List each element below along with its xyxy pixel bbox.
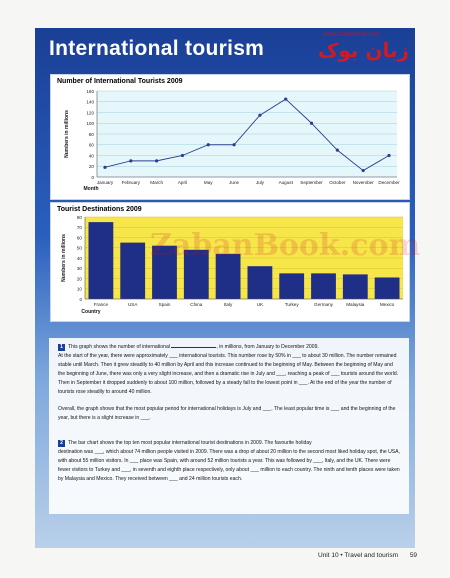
data-point bbox=[387, 154, 390, 157]
y-tick-label: 140 bbox=[86, 99, 94, 105]
data-point bbox=[155, 159, 158, 162]
page-footer bbox=[318, 552, 417, 559]
blank-input[interactable] bbox=[171, 342, 216, 348]
page-number: 59 bbox=[409, 552, 418, 559]
bar bbox=[375, 277, 400, 299]
y-tick-label: 80 bbox=[76, 214, 82, 220]
line-chart-card bbox=[51, 75, 409, 199]
x-tick-label: September bbox=[300, 180, 323, 185]
x-tick-label: France bbox=[93, 302, 109, 307]
zabanbook-logo bbox=[293, 30, 411, 62]
x-tick-label: August bbox=[278, 180, 293, 185]
x-tick-label: Mexico bbox=[379, 302, 395, 307]
data-point bbox=[181, 154, 184, 157]
y-tick-label: 60 bbox=[88, 142, 94, 148]
y-tick-label: 120 bbox=[86, 110, 94, 116]
bar-chart-title: Tourist Destinations 2009 bbox=[57, 206, 142, 213]
y-tick-label: 60 bbox=[76, 235, 82, 241]
y-tick-label: 0 bbox=[79, 296, 82, 302]
bar bbox=[88, 222, 113, 299]
data-point bbox=[284, 97, 287, 100]
x-tick-label: March bbox=[150, 180, 164, 185]
data-point bbox=[232, 143, 235, 146]
x-tick-label: December bbox=[378, 180, 400, 185]
bar bbox=[343, 274, 368, 299]
data-point bbox=[207, 143, 210, 146]
y-tick-label: 100 bbox=[86, 121, 94, 127]
y-tick-label: 20 bbox=[88, 164, 94, 170]
y-axis-title: Numbers in millions bbox=[61, 234, 67, 282]
y-tick-label: 40 bbox=[76, 255, 82, 261]
page-title: International tourism bbox=[49, 37, 265, 60]
x-axis-title: Month bbox=[83, 186, 99, 192]
y-tick-label: 160 bbox=[86, 88, 94, 94]
x-tick-label: June bbox=[229, 180, 240, 185]
x-tick-label: February bbox=[121, 180, 141, 185]
y-tick-label: 30 bbox=[76, 266, 82, 272]
y-tick-label: 80 bbox=[88, 131, 94, 137]
exercise-1-number: 1 bbox=[58, 344, 65, 351]
footer-unit: Unit 10 bbox=[318, 552, 339, 559]
watermark: ZabanBook.com bbox=[150, 228, 421, 263]
bar bbox=[279, 273, 304, 299]
footer-section: Travel and tourism bbox=[344, 552, 398, 559]
x-tick-label: July bbox=[255, 180, 264, 185]
data-point bbox=[310, 122, 313, 125]
x-tick-label: China bbox=[190, 302, 203, 307]
x-tick-label: UK bbox=[256, 302, 264, 307]
y-tick-label: 70 bbox=[76, 225, 82, 231]
data-point bbox=[362, 169, 365, 172]
y-tick-label: 50 bbox=[76, 245, 82, 251]
x-tick-label: January bbox=[96, 180, 114, 185]
x-tick-label: Germany bbox=[314, 302, 333, 307]
x-tick-label: November bbox=[352, 180, 374, 185]
data-point bbox=[103, 166, 106, 169]
data-point bbox=[129, 159, 132, 162]
data-point bbox=[258, 114, 261, 117]
x-tick-label: Spain bbox=[158, 302, 171, 307]
exercise-box bbox=[49, 338, 409, 514]
y-tick-label: 0 bbox=[91, 174, 94, 180]
bar bbox=[120, 243, 145, 299]
x-tick-label: May bbox=[203, 180, 213, 185]
exercise-2 bbox=[58, 439, 400, 448]
x-tick-label: October bbox=[329, 180, 346, 185]
line-chart bbox=[51, 75, 409, 199]
x-tick-label: Italy bbox=[223, 302, 233, 307]
x-axis-title: Country bbox=[81, 309, 101, 315]
exercise-2-body: destination was ___, which about 74 million people visited in 2009. There was a drop of about 20 million to the second most liked holiday spot, the USA, with about 55 million visitors. In ___ place was Spain, with around 52 million tourists a year. This was followed by ___, Italy, and the UK. There were fewer visitors to Turkey and ___, in seventh and eighth place respectively, only about ___ million to each country. The ninth and tenth places were taken by Malaysia and Mexico. They received between ___ and 24 million tourists each. bbox=[58, 449, 400, 482]
y-tick-label: 40 bbox=[88, 153, 94, 159]
y-tick-label: 10 bbox=[76, 286, 82, 292]
exercise-1-intro-tail: , in millions, from January to December 2009. bbox=[216, 344, 319, 350]
logo-site: www.zabanbook.com bbox=[323, 32, 380, 38]
exercise-1-close: Overall, the graph shows that the most popular period for international holidays is July and ___. The least popular time is ___ and the beginning of the year, but there is a slight increase in ___. bbox=[58, 406, 396, 421]
y-axis-title: Numbers in millions bbox=[64, 110, 70, 158]
exercise-1 bbox=[58, 342, 400, 352]
x-tick-label: Malaysia bbox=[346, 302, 365, 307]
exercise-1-intro: This graph shows the number of international bbox=[68, 344, 170, 350]
footer-separator: • bbox=[340, 552, 343, 559]
x-tick-label: Turkey bbox=[284, 302, 299, 307]
x-tick-label: April bbox=[177, 180, 188, 185]
bar bbox=[311, 273, 336, 299]
line-chart-title: Number of International Tourists 2009 bbox=[57, 78, 183, 85]
data-point bbox=[336, 149, 339, 152]
y-tick-label: 20 bbox=[76, 276, 82, 282]
exercise-1-body: At the start of the year, there were approximately ___ international tourists. This number rose by 50% in ___ to about 30 million. The number remained stable until March. Then it grew steadily to 40 million by April and this increase continued to the beginning of May. Between the beginning of May and the beginning of June, there was only a very slight increase, and then a dramatic rise in July and ___, reaching a peak of ___ tourists around the world. Then in September it dropped suddenly to about 100 million, followed by a steady fall to the lowest point in ___. At the end of the year the number of tourists rose steadily to around 40 million. bbox=[58, 353, 399, 395]
exercise-2-number: 2 bbox=[58, 440, 65, 447]
bar bbox=[247, 266, 272, 299]
exercise-2-intro: The bar chart shows the top ten most popular international tourist destinations in 2009. The favourite holiday bbox=[68, 440, 312, 446]
x-tick-label: USA bbox=[127, 302, 138, 307]
logo-mark: زبان بوک bbox=[317, 38, 409, 62]
